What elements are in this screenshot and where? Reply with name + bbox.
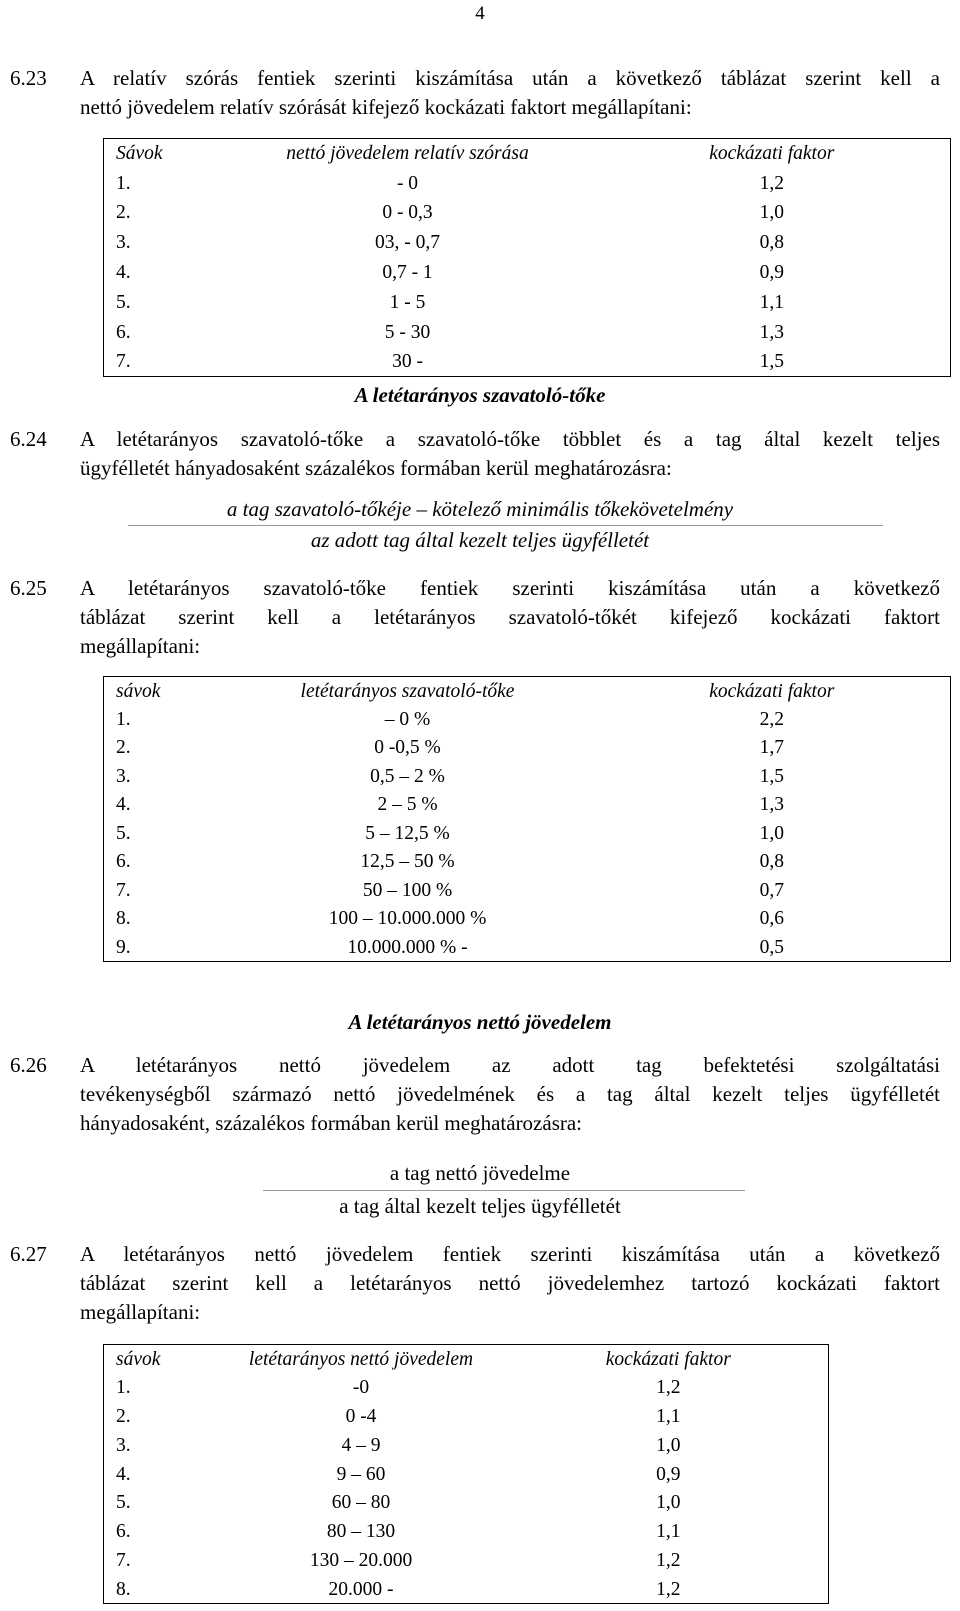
table-cell: 03, - 0,7	[375, 232, 440, 254]
text-line: táblázat szerint kell a letétarányos szavatoló-tőkét kifejező kockázati faktort	[80, 605, 940, 629]
table-row	[104, 1517, 829, 1546]
table-cell: 1,0	[656, 1434, 681, 1456]
table-cell: 5.	[116, 1492, 131, 1514]
table-header-row	[104, 677, 951, 706]
table-cell: 3.	[116, 765, 131, 787]
table-cell: 1,0	[759, 202, 784, 224]
table-cell: 8.	[116, 1578, 131, 1600]
table-cell: 4.	[116, 1463, 131, 1485]
table-cell: 7.	[116, 879, 131, 901]
table-cell: 1,3	[759, 794, 784, 816]
table-row	[104, 1488, 829, 1517]
table-cell: 1,7	[759, 737, 784, 759]
table-cell: 5.	[116, 291, 131, 313]
table-row	[104, 228, 951, 258]
table-cell: 1,5	[759, 351, 784, 373]
text-line: A letétarányos szavatoló-tőke fentiek szerinti kiszámítása után a következő	[80, 576, 940, 600]
table-row	[104, 1546, 829, 1575]
table-cell: 0 -0,5 %	[374, 737, 441, 759]
section-text	[80, 425, 940, 483]
table-cell: 2 – 5 %	[377, 794, 438, 816]
table-cell: 1,2	[656, 1578, 681, 1600]
risk-factor-table-2	[103, 676, 951, 962]
table-row	[104, 1460, 829, 1489]
table-cell: 80 – 130	[326, 1521, 396, 1543]
table-cell: 10.000.000 % -	[347, 936, 468, 958]
table-cell: 0,8	[759, 232, 784, 254]
table-cell: 2.	[116, 737, 131, 759]
table-header-cell: letétarányos szavatoló-tőke	[300, 680, 515, 702]
table-cell: 4.	[116, 794, 131, 816]
table-header-cell: kockázati faktor	[709, 680, 835, 702]
table-row	[104, 1575, 829, 1604]
table-cell: 0,9	[656, 1463, 681, 1485]
table-cell: 130 – 20.000	[309, 1549, 413, 1571]
text-line: hányadosaként, százalékos formában kerül meghatározásra:	[80, 1111, 583, 1135]
table-row	[104, 762, 951, 791]
text-line: megállapítani:	[80, 1300, 201, 1324]
table-cell: 1,2	[656, 1549, 681, 1571]
table-header-cell: sávok	[116, 1348, 161, 1370]
table-cell: - 0	[396, 172, 419, 194]
table-cell: 8.	[116, 908, 131, 930]
text-line: ügyfélletét hányadosaként százalékos formában kerül meghatározásra:	[80, 456, 672, 480]
text-line: nettó jövedelem relatív szórását kifejező kockázati faktort megállapítani:	[80, 95, 692, 119]
table-cell: 20.000 -	[328, 1578, 394, 1600]
table-row	[104, 791, 951, 820]
text-line: A letétarányos nettó jövedelem fentiek szerinti kiszámítása után a következő	[80, 1242, 940, 1266]
formula-net-income	[0, 1159, 960, 1223]
table-cell: 12,5 – 50 %	[360, 851, 455, 873]
table-cell: 1,1	[759, 291, 784, 313]
table-cell: 50 – 100 %	[362, 879, 453, 901]
table-header-cell: nettó jövedelem relatív szórása	[286, 143, 529, 165]
table-cell: 3.	[116, 232, 131, 254]
table-header-cell: letétarányos nettó jövedelem	[248, 1348, 474, 1370]
heading-net-income: A letétarányos nettó jövedelem	[348, 1010, 612, 1034]
table-cell: 9 – 60	[336, 1463, 386, 1485]
table-cell: 9.	[116, 936, 131, 958]
table-row	[104, 198, 951, 228]
table-cell: 6.	[116, 1521, 131, 1543]
table-cell: 7.	[116, 1549, 131, 1571]
table-row	[104, 933, 951, 962]
table-row	[104, 905, 951, 934]
table-cell: 5.	[116, 822, 131, 844]
table-cell: 1.	[116, 1377, 131, 1399]
text-line: A relatív szórás fentiek szerinti kiszámítása után a következő táblázat szerint kell a	[80, 66, 940, 90]
table-cell: 1.	[116, 172, 131, 194]
table-cell: 1,2	[759, 172, 784, 194]
table-cell: 5 - 30	[384, 321, 431, 343]
fraction-bar	[128, 525, 883, 526]
table-cell: 5 – 12,5 %	[365, 822, 450, 844]
table-row	[104, 819, 951, 848]
text-line: táblázat szerint kell a letétarányos nettó jövedelemhez tartozó kockázati faktort	[80, 1271, 940, 1295]
table-row	[104, 1431, 829, 1460]
section-text	[80, 1051, 940, 1138]
table-cell: 6.	[116, 321, 131, 343]
risk-factor-table-3	[103, 1344, 829, 1604]
table-cell: 2,2	[759, 708, 784, 730]
formula-numerator: a tag szavatoló-tőkéje – kötelező minimális tőkekövetelmény	[226, 497, 734, 521]
table-cell: 1,0	[656, 1492, 681, 1514]
table-cell: 100 – 10.000.000 %	[328, 908, 487, 930]
section-text	[80, 574, 940, 661]
table-row	[104, 168, 951, 198]
table-row	[104, 1373, 829, 1402]
formula-denominator: a tag által kezelt teljes ügyfélletét	[339, 1194, 621, 1218]
table-cell: 3.	[116, 1434, 131, 1456]
table-cell: 1 - 5	[389, 291, 426, 313]
table-cell: 1.	[116, 708, 131, 730]
table-cell: -0	[352, 1377, 370, 1399]
table-cell: 0,7 - 1	[382, 262, 433, 284]
section-number: 6.24	[10, 427, 47, 451]
table-row	[104, 317, 951, 347]
table-cell: 0,8	[759, 851, 784, 873]
text-line: A letétarányos nettó jövedelem az adott tag befektetési szolgáltatási	[80, 1053, 940, 1077]
table-row	[104, 848, 951, 877]
table-row	[104, 287, 951, 317]
fraction-bar	[263, 1190, 745, 1191]
table-header-cell: kockázati faktor	[605, 1348, 731, 1370]
section-text	[80, 64, 940, 122]
table-cell: 1,1	[656, 1521, 681, 1543]
table-cell: 4 – 9	[341, 1434, 381, 1456]
table-cell: 2.	[116, 1405, 131, 1427]
table-header-cell: Sávok	[116, 143, 163, 165]
table-cell: 1,5	[759, 765, 784, 787]
table-cell: 30 -	[392, 351, 423, 373]
formula-denominator: az adott tag által kezelt teljes ügyfélletét	[310, 528, 650, 552]
table-cell: 1,2	[656, 1377, 681, 1399]
table-cell: 60 – 80	[331, 1492, 391, 1514]
section-number: 6.27	[10, 1242, 47, 1266]
table-cell: 1,3	[759, 321, 784, 343]
table-header-cell: sávok	[116, 680, 161, 702]
table-cell: 1,1	[656, 1405, 681, 1427]
formula-numerator: a tag nettó jövedelme	[389, 1161, 571, 1185]
section-number: 6.26	[10, 1053, 47, 1077]
table-cell: 0,6	[759, 908, 784, 930]
table-row	[104, 1402, 829, 1431]
table-row	[104, 705, 951, 734]
formula-margin-capital	[0, 495, 960, 559]
table-header-row	[104, 139, 951, 169]
table-row	[104, 258, 951, 288]
table-cell: 0 -4	[345, 1405, 377, 1427]
text-line: tevékenységből származó nettó jövedelmének és a tag által kezelt teljes ügyfélletét	[80, 1082, 940, 1106]
section-number: 6.25	[10, 576, 47, 600]
table-cell: 0 - 0,3	[382, 202, 433, 224]
table-row	[104, 347, 951, 377]
page-number: 4	[475, 3, 485, 24]
table-cell: 6.	[116, 851, 131, 873]
table-cell: 0,5	[759, 936, 784, 958]
text-line: megállapítani:	[80, 634, 201, 658]
section-number: 6.23	[10, 66, 47, 90]
text-line: A letétarányos szavatoló-tőke a szavatoló-tőke többlet és a tag által kezelt teljes	[80, 427, 940, 451]
table-cell: 2.	[116, 202, 131, 224]
table-cell: 0,9	[759, 262, 784, 284]
risk-factor-table-1	[103, 138, 951, 377]
table-row	[104, 876, 951, 905]
table-header-row	[104, 1345, 829, 1374]
table-cell: – 0 %	[384, 708, 431, 730]
table-header-cell: kockázati faktor	[709, 143, 835, 165]
table-cell: 0,7	[759, 879, 784, 901]
heading-margin-capital: A letétarányos szavatoló-tőke	[354, 383, 606, 407]
section-text	[80, 1240, 940, 1327]
table-cell: 4.	[116, 262, 131, 284]
table-cell: 0,5 – 2 %	[370, 765, 445, 787]
table-cell: 1,0	[759, 822, 784, 844]
table-row	[104, 734, 951, 763]
table-cell: 7.	[116, 351, 131, 373]
